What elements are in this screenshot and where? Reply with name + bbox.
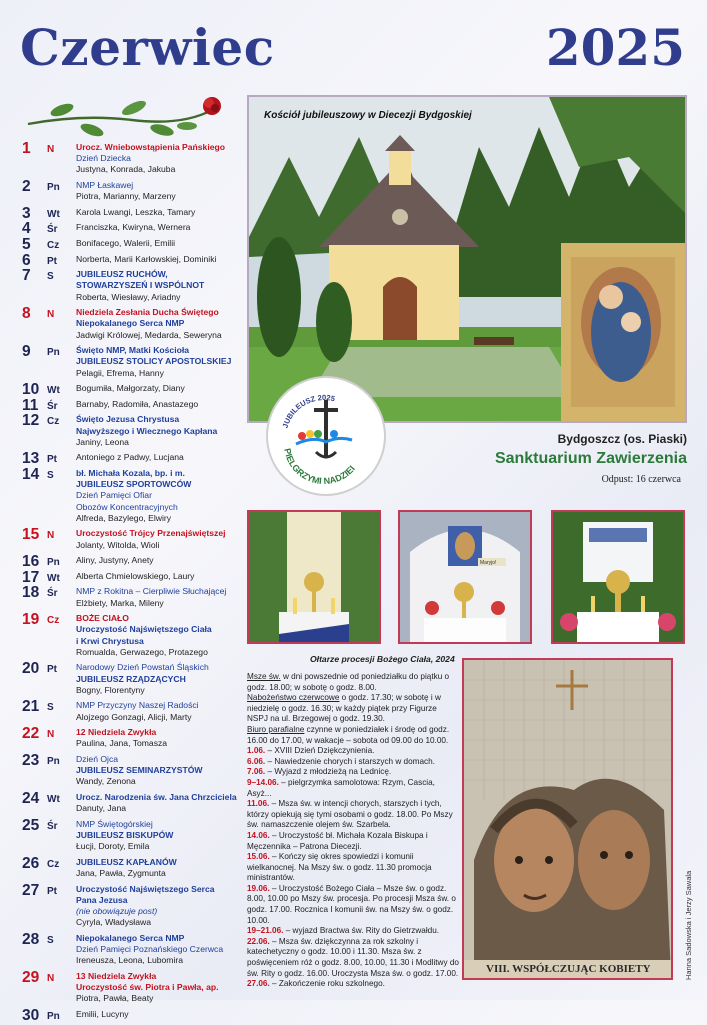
day-number: 23 — [22, 752, 40, 769]
location-city: Bydgoszcz (os. Piaski) — [557, 432, 687, 446]
info-lead: Biuro parafialne — [247, 724, 305, 734]
day-line: Święto NMP, Matki Kościoła — [76, 345, 190, 356]
weekday: Pt — [47, 664, 57, 676]
day-number: 19 — [22, 611, 40, 629]
weekday: Wt — [47, 208, 60, 220]
info-date: 14.06. — [247, 830, 273, 840]
day-line: Dzień Dziecka — [76, 153, 131, 164]
info-paragraph — [247, 884, 459, 926]
mosaic-image — [462, 658, 673, 980]
info-paragraph — [247, 979, 459, 990]
day-lines — [76, 269, 256, 303]
day-line: Cyryla, Władysława — [76, 917, 151, 928]
day-line: Danuty, Jana — [76, 803, 127, 814]
day-lines — [76, 700, 256, 722]
info-text: – Nawiedzenie chorych i starszych w domach. — [267, 756, 435, 766]
day-line: Pana Jezusa — [76, 894, 128, 905]
weekday: Pn — [47, 182, 60, 193]
logo-bottom-text: PIELGRZYMI NADZIEI — [282, 447, 357, 487]
day-number: 16 — [22, 553, 40, 571]
parish-info — [247, 672, 459, 990]
info-text: – Wyjazd z młodzieżą na Lednicę. — [267, 767, 392, 777]
day-line: JUBILEUSZ BISKUPÓW — [76, 830, 174, 840]
weekday: Pn — [47, 756, 60, 767]
day-lines — [76, 238, 256, 249]
day-line: Ireneusza, Leona, Lubomira — [76, 955, 184, 966]
year-title: 2025 — [545, 18, 685, 77]
day-line: JUBILEUSZ RZĄDZĄCYCH — [76, 673, 186, 684]
day-line: i Krwi Chrystusa — [76, 635, 144, 646]
weekday: Cz — [47, 858, 60, 870]
info-paragraph — [247, 767, 459, 778]
mosaic-caption: VIII. WSPÓŁCZUJĄC KOBIETY — [486, 963, 651, 975]
day-number: 14 — [22, 466, 40, 483]
info-text: – Zakończenie roku szkolnego. — [272, 979, 385, 989]
jubilee-logo — [266, 376, 386, 496]
day-lines — [76, 819, 256, 853]
altar-illustration — [249, 512, 379, 642]
day-line: Niepokalanego Serca NMP — [76, 318, 185, 329]
day-lines — [76, 754, 256, 788]
day-line: Dzień Pamięci Ofiar — [76, 490, 152, 501]
day-number: 7 — [22, 267, 31, 285]
day-lines — [76, 207, 256, 218]
photo-caption: Kościół jubileuszowy w Diecezji Bydgoskiej — [264, 110, 472, 121]
day-line: Łucji, Doroty, Emila — [76, 841, 150, 852]
day-number: 3 — [22, 204, 31, 222]
day-number: 22 — [22, 725, 40, 743]
weekday: Śr — [47, 224, 58, 236]
day-line: JUBILEUSZ KAPŁANÓW — [76, 856, 177, 867]
day-line: Bogny, Florentyny — [76, 684, 145, 695]
info-paragraph — [247, 799, 459, 831]
day-line: Roberta, Wiesławy, Ariadny — [76, 291, 181, 302]
altars-caption: Ołtarze procesji Bożego Ciała, 2024 — [310, 654, 455, 664]
weekday: Pn — [47, 1010, 60, 1022]
day-line: Paulina, Jana, Tomasza — [76, 738, 168, 749]
day-lines — [76, 399, 256, 410]
weekday: Pn — [47, 347, 60, 359]
rose-decoration — [22, 92, 226, 140]
day-line: Norberta, Marii Karłowskiej, Dominiki — [76, 253, 217, 264]
day-line: Jadwigi Królowej, Medarda, Seweryna — [76, 329, 222, 340]
info-date: 19–21.06. — [247, 926, 286, 936]
info-date: 11.06. — [247, 799, 272, 809]
day-lines — [76, 571, 256, 582]
day-line: Uroczystość Najświętszego Ciała — [76, 624, 212, 635]
day-line: NMP Świętogórskiej — [76, 818, 153, 829]
day-line: Romualda, Gerwazego, Protazego — [76, 646, 208, 657]
info-text: – pielgrzymka samolotowa: Rzym, Cascia, Asyż... — [247, 777, 435, 798]
day-line: JUBILEUSZ STOLICY APOSTOLSKIEJ — [76, 356, 232, 367]
day-number: 2 — [22, 178, 31, 195]
day-number: 29 — [22, 968, 40, 986]
day-lines — [76, 254, 256, 265]
day-lines — [76, 662, 256, 696]
altar-photo-3 — [551, 510, 685, 644]
weekday: S — [47, 271, 54, 283]
day-number: 15 — [22, 526, 40, 544]
day-number: 11 — [22, 396, 39, 414]
weekday: S — [47, 470, 54, 481]
info-text: – Msza św. w intencji chorych, starszych i tych, którzy opiekują się tymi osobami o godz. 18.00. Po Mszy św. namaszczenie olejem św. Szarbela. — [247, 799, 453, 830]
day-lines — [76, 1009, 256, 1020]
info-lead: Nabożeństwo czerwcowe — [247, 693, 340, 703]
day-lines — [76, 933, 256, 967]
info-date: 1.06. — [247, 746, 268, 756]
day-number: 27 — [22, 881, 40, 899]
day-line: bł. Michała Kozala, bp. i m. — [76, 468, 185, 478]
info-date: 27.06. — [247, 979, 273, 989]
info-date: 7.06. — [247, 767, 268, 777]
altar-illustration — [553, 512, 683, 642]
info-text: o godz. 17.30; w sobotę i w niedzielę o godz. 16.30; w każdy piątek przy Figurze NSPJ na ul. Brzegowej o godz. 19.30. — [247, 693, 441, 724]
info-date: 6.06. — [247, 756, 268, 766]
day-number: 17 — [22, 568, 40, 586]
day-line: NMP Łaskawej — [76, 180, 134, 190]
info-paragraph — [247, 831, 459, 852]
day-lines — [76, 468, 256, 524]
day-lines — [76, 884, 256, 929]
day-line: Uroczystość św. Piotra i Pawła, ap. — [76, 982, 219, 992]
info-paragraph — [247, 725, 459, 746]
info-date: 15.06. — [247, 852, 273, 862]
jubilee-logo-graphic — [268, 378, 380, 490]
day-line: Justyna, Konrada, Jakuba — [76, 164, 176, 175]
weekday: Cz — [47, 416, 60, 428]
info-paragraph — [247, 757, 459, 768]
day-line: Urocz. Narodzenia św. Jana Chrzciciela — [76, 792, 237, 802]
day-line: Dzień Pamięci Poznańskiego Czerwca — [76, 944, 224, 954]
day-lines — [76, 857, 256, 879]
info-paragraph — [247, 672, 459, 693]
info-text: w dni powszednie od poniedziałku do piątku o godz. 18.00; w sobotę o godz. 8.00. — [247, 672, 450, 692]
day-lines — [76, 555, 256, 566]
day-line: Uroczystość Trójcy Przenajświętszej — [76, 528, 226, 539]
day-line: Urocz. Wniebowstąpienia Pańskiego — [76, 142, 225, 152]
day-number: 30 — [22, 1006, 40, 1024]
day-line: Karola Lwangi, Leszka, Tamary — [76, 206, 196, 217]
weekday: Cz — [47, 240, 60, 251]
day-line: JUBILEUSZ SPORTOWCÓW — [76, 479, 192, 490]
day-lines — [76, 222, 256, 233]
church-photo — [247, 95, 687, 423]
day-line: Emilii, Lucyny — [76, 1008, 129, 1019]
weekday: S — [47, 934, 54, 946]
day-line: Aliny, Justyny, Anety — [76, 555, 154, 566]
day-line: 12 Niedziela Zwykła — [76, 727, 157, 738]
day-line: Jolanty, Witolda, Wioli — [76, 539, 160, 550]
day-lines — [76, 613, 256, 658]
weekday: Wt — [47, 794, 60, 805]
weekday: Pn — [47, 557, 60, 569]
day-number: 12 — [22, 412, 40, 430]
day-number: 5 — [22, 236, 31, 253]
day-line: NMP Przyczyny Naszej Radości — [76, 700, 199, 711]
day-line: Niepokalanego Serca NMP — [76, 932, 185, 943]
weekday: Śr — [47, 820, 58, 832]
day-number: 13 — [22, 450, 40, 468]
info-date: 9–14.06. — [247, 777, 282, 787]
day-number: 28 — [22, 930, 40, 948]
day-line: Święto Jezusa Chrystusa — [76, 414, 180, 425]
day-lines — [76, 727, 256, 749]
day-line: JUBILEUSZ SEMINARZYSTÓW — [76, 765, 203, 776]
day-line: Franciszka, Kwiryna, Wernera — [76, 222, 191, 233]
weekday: N — [47, 530, 55, 542]
day-lines — [76, 414, 256, 448]
weekday: Śr — [47, 588, 58, 600]
day-number: 21 — [22, 698, 40, 716]
weekday: N — [47, 972, 55, 984]
info-paragraph — [247, 926, 459, 937]
weekday: Pt — [47, 454, 57, 466]
day-number: 1 — [22, 140, 31, 157]
info-text: – XVIII Dzień Dziękczynienia. — [267, 746, 375, 756]
sanctuary-name: Sanktuarium Zawierzenia — [494, 450, 687, 467]
day-lines — [76, 142, 256, 176]
info-text: – Uroczystość bł. Michała Kozala Biskupa i Męczennika – Patrona Diecezji. — [247, 830, 428, 851]
altar-photo-2 — [398, 510, 532, 644]
day-number: 24 — [22, 790, 40, 807]
day-line: BOŻE CIAŁO — [76, 613, 129, 624]
day-lines — [76, 971, 256, 1005]
info-paragraph — [247, 937, 459, 979]
day-number: 20 — [22, 660, 40, 678]
weekday: S — [47, 702, 54, 714]
day-number: 25 — [22, 816, 40, 834]
day-line: Obozów Koncentracyjnych — [76, 501, 178, 512]
day-line: Narodowy Dzień Powstań Śląskich — [76, 662, 209, 673]
info-paragraph — [247, 693, 459, 725]
day-lines — [76, 345, 256, 379]
altar-photo-1 — [247, 510, 381, 644]
church-illustration — [249, 97, 687, 423]
weekday: Pt — [47, 885, 57, 897]
info-text: – wyjazd Bractwa św. Rity do Gietrzwałdu. — [285, 926, 440, 936]
weekday: N — [47, 729, 55, 741]
day-line: Alberta Chmielowskiego, Laury — [76, 570, 195, 581]
day-line: Elżbiety, Marka, Mileny — [76, 597, 164, 608]
day-line: Alfreda, Bazylego, Elwiry — [76, 512, 172, 523]
altar-illustration — [400, 512, 530, 642]
info-date: 22.06. — [247, 936, 273, 946]
weekday: Cz — [47, 615, 60, 627]
weekday: Wt — [47, 385, 60, 397]
day-line: Najwyższego i Wiecznego Kapłana — [76, 425, 218, 436]
odpust-date: Odpust: 16 czerwca — [601, 474, 681, 485]
photo-credit: Hanna Sadowska i Jerzy Sawala — [684, 870, 693, 980]
day-line: NMP z Rokitna – Cierpliwie Słuchającej — [76, 586, 227, 597]
day-line: Piotra, Pawła, Beaty — [76, 993, 154, 1004]
month-title: Czerwiec — [20, 18, 275, 77]
info-text: – Kończy się okres spowiedzi i komunii wielkanocnej. Na Mszy św. o godz. 11.30 promocja ministrantów. — [247, 852, 432, 883]
day-number: 8 — [22, 305, 31, 323]
day-line: Antoniego z Padwy, Lucjana — [76, 452, 184, 463]
day-number: 6 — [22, 251, 31, 269]
day-line: (nie obowiązuje post) — [76, 906, 158, 916]
info-lead: Msze św. — [247, 672, 281, 681]
day-line: Piotra, Marianny, Marzeny — [76, 191, 176, 202]
info-text: – Msza św. dziękczynna za rok szkolny i katechetyczny o godz. 10.00 i 11.30. Msza św. z poświęceniem róż o godz. 8.00, 10.00, 11.30 i Modlitwy do św. Rity o godz. 16.00. Uroczysta Msza św. o godz. 17.00. — [247, 936, 459, 978]
day-line: Alojzego Gonzagi, Alicji, Marty — [76, 711, 192, 722]
day-lines — [76, 452, 256, 463]
logo-top-text: JUBILEUSZ 2025 — [280, 392, 336, 430]
info-date: 19.06. — [247, 883, 273, 893]
day-lines — [76, 792, 256, 814]
weekday: Pt — [47, 255, 57, 267]
day-lines — [76, 180, 256, 202]
day-line: Wandy, Zenona — [76, 776, 136, 787]
day-line: Bonifacego, Walerii, Emilii — [76, 238, 176, 248]
day-line: Barnaby, Radomiła, Anastazego — [76, 398, 199, 409]
weekday: Śr — [47, 400, 58, 412]
info-paragraph — [247, 746, 459, 757]
day-number: 26 — [22, 854, 40, 872]
weekday: N — [47, 309, 55, 321]
day-line: 13 Niedziela Zwykła — [76, 970, 157, 981]
info-text: czynne w poniedziałek i środę od godz. 16.00 do 17.00, w wakacje – sobota od 09.00 do 10.00. — [247, 724, 450, 745]
day-line: Niedziela Zesłania Ducha Świętego — [76, 307, 219, 318]
day-line: STOWARZYSZEŃ I WSPÓLNOT — [76, 280, 205, 291]
info-paragraph — [247, 778, 459, 799]
weekday: Wt — [47, 572, 60, 584]
day-number: 4 — [22, 220, 31, 238]
day-number: 9 — [22, 343, 31, 361]
day-number: 10 — [22, 381, 40, 399]
day-lines — [76, 586, 256, 608]
day-line: Bogumiła, Małgorzaty, Diany — [76, 383, 185, 394]
day-line: Uroczystość Najświętszego Serca — [76, 883, 215, 894]
weekday: N — [47, 144, 55, 155]
info-paragraph — [247, 852, 459, 884]
day-line: Janiny, Leona — [76, 436, 129, 447]
day-line: Pelagii, Efrema, Hanny — [76, 367, 164, 378]
day-line: Dzień Ojca — [76, 754, 119, 764]
day-lines — [76, 383, 256, 394]
day-lines — [76, 528, 256, 550]
info-text: – Uroczystość Bożego Ciała – Msze św. o godz. 8.00, 10.00 po Mszy św. procesja. Po procesji Msza św. o godz. 17.00. Rocznica I komunii św. na Mszy św. o godz. 10.00. — [247, 883, 456, 925]
day-number: 18 — [22, 584, 40, 602]
day-line: JUBILEUSZ RUCHÓW, — [76, 269, 168, 280]
day-line: Jana, Pawła, Zygmunta — [76, 868, 166, 878]
day-lines — [76, 307, 256, 341]
altar-sign: Maryjo! — [480, 560, 497, 566]
mosaic-illustration — [464, 660, 671, 978]
